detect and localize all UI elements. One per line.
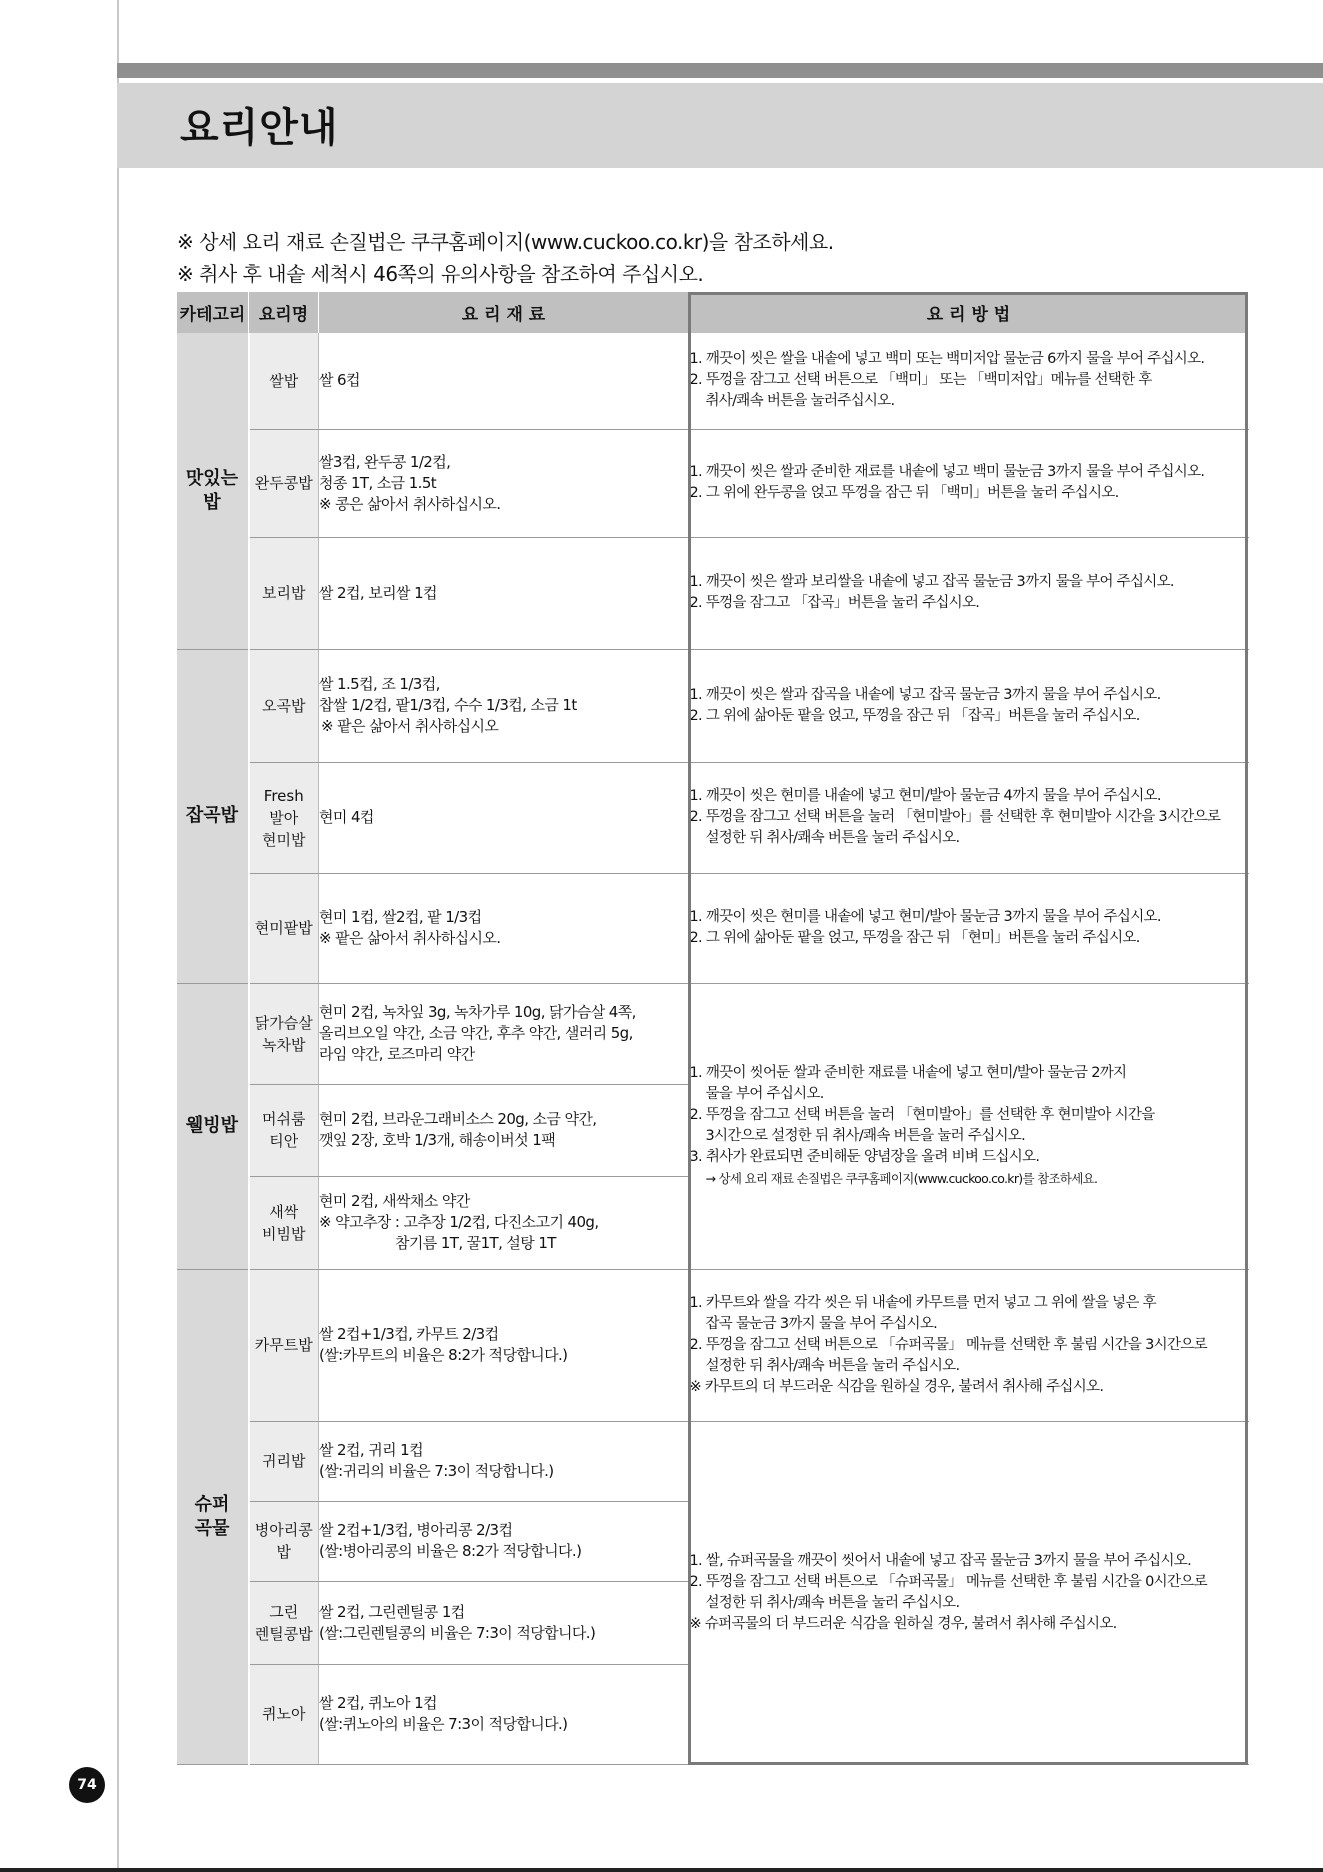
ingredients-cell	[319, 333, 689, 429]
method-cell	[689, 333, 1249, 429]
dish-cell	[249, 429, 319, 537]
dish-name: 그린 렌틸콩밥	[254, 1602, 313, 1643]
ingredient-line: 현미 2컵, 새싹채소 약간	[319, 1192, 470, 1211]
method-line: 설정한 뒤 취사/쾌속 버튼을 눌러 주십시오.	[705, 1357, 960, 1374]
method-cell-wellbeing	[689, 983, 1249, 1269]
recipe-table	[176, 292, 1249, 1765]
table-row	[177, 983, 1249, 1084]
method-cell	[689, 429, 1249, 537]
ingredient-line: 쌀 2컵+1/3컵, 병아리콩 2/3컵	[319, 1521, 513, 1540]
method-line: 2. 그 위에 삶아둔 팥을 얹고, 뚜껑을 잠근 뒤 「잡곡」버튼을 눌러 주십시오.	[689, 707, 1140, 724]
method-note: ※ 카무트의 더 부드러운 식감을 원하실 경우, 불려서 취사해 주십시오.	[689, 1378, 1104, 1395]
dish-cell	[249, 762, 319, 873]
table-row	[177, 429, 1249, 537]
ingredient-line: 현미 4컵	[319, 808, 374, 827]
method-cell	[689, 873, 1249, 983]
ingredients-cell	[319, 1176, 689, 1269]
ingredient-line: (쌀:그린렌틸콩의 비율은 7:3이 적당합니다.)	[319, 1623, 596, 1642]
table-row	[177, 1269, 1249, 1421]
method-cell	[689, 537, 1249, 649]
method-cell	[689, 1269, 1249, 1421]
category-cell-super	[177, 1269, 249, 1764]
method-line: 1. 깨끗이 씻어둔 쌀과 준비한 재료를 내솥에 넣고 현미/발아 물눈금 2까지	[689, 1065, 1127, 1082]
ingredient-note: ※ 팥은 삶아서 취사하십시오	[321, 717, 499, 736]
ingredients-cell	[319, 649, 689, 762]
method-line: 1. 깨끗이 씻은 현미를 내솥에 넣고 현미/발아 물눈금 4까지 물을 부어 주십시오.	[689, 788, 1161, 805]
ingredient-line: 현미 1컵, 쌀2컵, 팥 1/3컵	[319, 908, 482, 927]
header-dish: 요리명	[249, 292, 319, 333]
ingredients-cell	[319, 1581, 689, 1664]
ingredient-line: (쌀:카무트의 비율은 8:2가 적당합니다.)	[319, 1346, 568, 1365]
dish-name: Fresh 발아 현미밥	[262, 786, 306, 849]
ingredients-cell	[319, 1501, 689, 1581]
dish-cell	[249, 873, 319, 983]
dish-cell	[249, 983, 319, 1084]
dish-cell	[249, 537, 319, 649]
dish-cell	[249, 1501, 319, 1581]
dish-name: 현미팥밥	[254, 919, 313, 938]
method-line: 설정한 뒤 취사/쾌속 버튼을 눌러 주십시오.	[705, 1594, 960, 1611]
method-cell-super	[689, 1421, 1249, 1764]
method-note: ※ 슈퍼곡물의 더 부드러운 식감을 원하실 경우, 불려서 취사해 주십시오.	[689, 1615, 1117, 1632]
method-line: 3시간으로 설정한 뒤 취사/쾌속 버튼을 눌러 주십시오.	[705, 1128, 1026, 1145]
table-row	[177, 537, 1249, 649]
ingredient-line: 올리브오일 약간, 소금 약간, 후추 약간, 샐러리 5g,	[319, 1024, 633, 1043]
method-line: 2. 뚜껑을 잠그고 「잡곡」버튼을 눌러 주십시오.	[689, 595, 980, 612]
ingredient-line: 현미 2컵, 브라운그래비소스 20g, 소금 약간,	[319, 1110, 597, 1129]
dish-cell	[249, 333, 319, 429]
dish-cell	[249, 1084, 319, 1176]
page-left-rule	[117, 0, 119, 1872]
method-cell	[689, 649, 1249, 762]
dish-name: 머쉬룸 티안	[262, 1110, 306, 1151]
method-line: 1. 깨끗이 씻은 쌀과 준비한 재료를 내솥에 넣고 백미 물눈금 3까지 물을 부어 주십시오.	[689, 464, 1205, 481]
ingredient-note: ※ 콩은 삶아서 취사하십시오.	[319, 494, 501, 513]
ingredients-cell	[319, 1421, 689, 1501]
category-label: 맛있는 밥	[185, 467, 239, 513]
page-number: 74	[77, 1777, 97, 1793]
dish-cell	[249, 1581, 319, 1664]
method-line: 2. 뚜껑을 잠그고 선택 버튼을 눌러 「현미발아」를 선택한 후 현미발아 시간을 3시간으로	[689, 809, 1221, 826]
method-line: 물을 부어 주십시오.	[705, 1086, 824, 1103]
dish-name: 병아리콩 밥	[254, 1521, 313, 1562]
bottom-rule	[0, 1868, 1323, 1872]
category-label: 슈퍼 곡물	[194, 1493, 230, 1539]
dish-name: 완두콩밥	[254, 474, 313, 493]
method-cell	[689, 762, 1249, 873]
dish-name: 보리밥	[262, 584, 306, 603]
header-method: 요 리 방 법	[689, 292, 1249, 333]
table-row	[177, 873, 1249, 983]
ingredient-note: ※ 팥은 삶아서 취사하십시오.	[319, 929, 501, 948]
category-label: 잡곡밥	[185, 805, 239, 827]
category-cell-wellbeing	[177, 983, 249, 1269]
method-line: 설정한 뒤 취사/쾌속 버튼을 눌러 주십시오.	[705, 830, 960, 847]
ingredient-line: 쌀3컵, 완두콩 1/2컵,	[319, 452, 451, 471]
ingredients-cell	[319, 1664, 689, 1764]
table-row	[177, 762, 1249, 873]
dish-cell	[249, 1421, 319, 1501]
table-row	[177, 649, 1249, 762]
page-title: 요리안내	[180, 105, 339, 151]
method-line: 취사/쾌속 버튼을 눌러주십시오.	[705, 393, 895, 410]
ingredients-cell	[319, 1269, 689, 1421]
page-number-badge	[69, 1767, 105, 1803]
ingredient-line: 청종 1T, 소금 1.5t	[319, 473, 437, 492]
method-line: 2. 뚜껑을 잠그고 선택 버튼으로 「슈퍼곡물」 메뉴를 선택한 후 불림 시간을 3시간으로	[689, 1336, 1207, 1353]
ingredient-line: 쌀 2컵, 그린렌틸콩 1컵	[319, 1602, 465, 1621]
notes	[177, 226, 834, 290]
ingredient-line: 라임 약간, 로즈마리 약간	[319, 1045, 475, 1064]
table-row	[177, 333, 1249, 429]
dish-cell	[249, 1269, 319, 1421]
dish-name: 귀리밥	[262, 1452, 306, 1471]
ingredient-note: 참기름 1T, 꿀1T, 설탕 1T	[395, 1234, 556, 1253]
dish-name: 오곡밥	[262, 696, 306, 715]
ingredients-cell	[319, 537, 689, 649]
method-line: 2. 뚜껑을 잠그고 선택 버튼을 눌러 「현미발아」를 선택한 후 현미발아 시간을	[689, 1107, 1155, 1124]
ingredient-line: 쌀 2컵, 귀리 1컵	[319, 1441, 424, 1460]
dish-name: 닭가슴살 녹차밥	[254, 1013, 313, 1054]
note-line: ※ 취사 후 내솥 세척시 46쪽의 유의사항을 참조하여 주십시오.	[177, 262, 704, 286]
ingredient-line: (쌀:퀴노아의 비율은 7:3이 적당합니다.)	[319, 1715, 568, 1734]
ingredient-line: (쌀:귀리의 비율은 7:3이 적당합니다.)	[319, 1462, 554, 1481]
dish-cell	[249, 1176, 319, 1269]
header-top-bar	[117, 63, 1323, 78]
method-line: 1. 깨끗이 씻은 현미를 내솥에 넣고 현미/발아 물눈금 3까지 물을 부어 주십시오.	[689, 909, 1161, 926]
recipe-table-area	[176, 292, 1248, 1765]
ingredient-line: 쌀 2컵, 보리쌀 1컵	[319, 583, 437, 602]
method-line: 2. 그 위에 완두콩을 얹고 뚜껑을 잠근 뒤 「백미」버튼을 눌러 주십시오.	[689, 485, 1119, 502]
header-category: 카테고리	[177, 292, 249, 333]
method-line: 2. 뚜껑을 잠그고 선택 버튼으로 「백미」 또는 「백미저압」메뉴를 선택한 후	[689, 372, 1152, 389]
ingredient-line: (쌀:병아리콩의 비율은 8:2가 적당합니다.)	[319, 1542, 582, 1561]
ingredient-line: 쌀 2컵+1/3컵, 카무트 2/3컵	[319, 1325, 499, 1344]
method-line: 2. 그 위에 삶아둔 팥을 얹고, 뚜껑을 잠근 뒤 「현미」버튼을 눌러 주십시오.	[689, 930, 1140, 947]
method-line: 1. 쌀, 슈퍼곡물을 깨끗이 씻어서 내솥에 넣고 잡곡 물눈금 3까지 물을 부어 주십시오.	[689, 1552, 1192, 1569]
method-line: 1. 깨끗이 씻은 쌀을 내솥에 넣고 백미 또는 백미저압 물눈금 6까지 물을 부어 주십시오.	[689, 351, 1205, 368]
dish-name: 쌀밥	[269, 371, 299, 390]
category-label: 웰빙밥	[185, 1115, 239, 1137]
table-row	[177, 1421, 1249, 1501]
ingredients-cell	[319, 983, 689, 1084]
method-line: 1. 카무트와 쌀을 각각 씻은 뒤 내솥에 카무트를 먼저 넣고 그 위에 쌀을 넣은 후	[689, 1294, 1156, 1311]
table-header-row	[177, 292, 1249, 333]
ingredient-line: 쌀 1.5컵, 조 1/3컵,	[319, 675, 440, 694]
ingredients-cell	[319, 873, 689, 983]
ingredient-line: 찹쌀 1/2컵, 팥1/3컵, 수수 1/3컵, 소금 1t	[319, 696, 577, 715]
dish-name: 카무트밥	[254, 1336, 313, 1355]
category-cell-grain	[177, 649, 249, 983]
method-line: 3. 취사가 완료되면 준비해둔 양념장을 올려 비벼 드십시오.	[689, 1149, 1040, 1166]
note-line: ※ 상세 요리 재료 손질법은 쿠쿠홈페이지(www.cuckoo.co.kr)을 참조하세요.	[177, 230, 834, 254]
ingredient-line: 현미 2컵, 녹차잎 3g, 녹차가루 10g, 닭가슴살 4쪽,	[319, 1003, 636, 1022]
ingredient-line: 쌀 6컵	[319, 371, 360, 390]
ingredient-line: 쌀 2컵, 퀴노아 1컵	[319, 1694, 437, 1713]
method-line: 1. 깨끗이 씻은 쌀과 잡곡을 내솥에 넣고 잡곡 물눈금 3까지 물을 부어 주십시오.	[689, 686, 1161, 703]
method-reference: → 상세 요리 재료 손질법은 쿠쿠홈페이지(www.cuckoo.co.kr)를 참조하세요.	[705, 1171, 1098, 1187]
method-line: 1. 깨끗이 씻은 쌀과 보리쌀을 내솥에 넣고 잡곡 물눈금 3까지 물을 부어 주십시오.	[689, 574, 1174, 591]
method-line: 2. 뚜껑을 잠그고 선택 버튼으로 「슈퍼곡물」 메뉴를 선택한 후 불림 시간을 0시간으로	[689, 1573, 1207, 1590]
dish-name: 새싹 비빔밥	[262, 1202, 306, 1243]
header-ingredients: 요 리 재 료	[319, 292, 689, 333]
category-cell-rice	[177, 333, 249, 649]
dish-cell	[249, 649, 319, 762]
dish-name: 퀴노아	[262, 1705, 306, 1724]
ingredient-note: ※ 약고추장 : 고추장 1/2컵, 다진소고기 40g,	[319, 1213, 599, 1232]
method-line: 잡곡 물눈금 3까지 물을 부어 주십시오.	[705, 1315, 938, 1332]
ingredients-cell	[319, 429, 689, 537]
ingredients-cell	[319, 1084, 689, 1176]
dish-cell	[249, 1664, 319, 1764]
ingredient-line: 깻잎 2장, 호박 1/3개, 해송이버섯 1팩	[319, 1131, 556, 1150]
ingredients-cell	[319, 762, 689, 873]
